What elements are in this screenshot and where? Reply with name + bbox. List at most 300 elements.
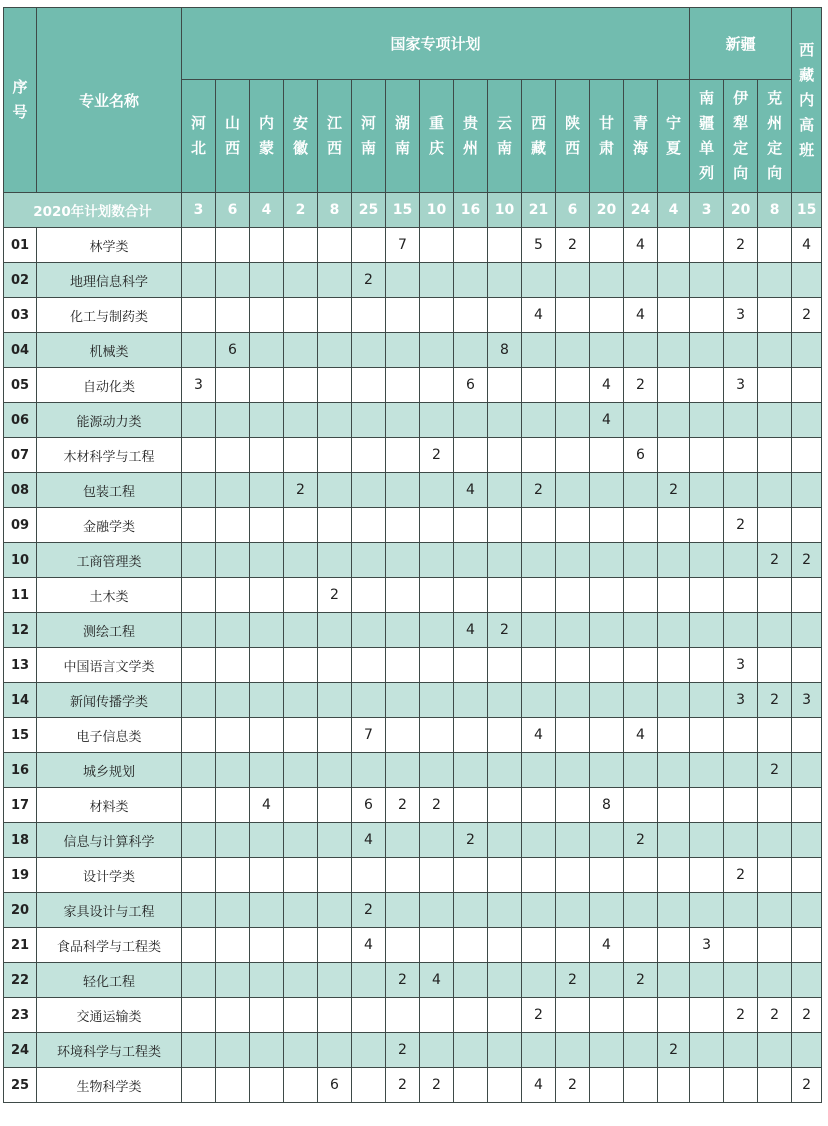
quota-cell: 3 bbox=[724, 683, 758, 718]
quota-cell bbox=[690, 718, 724, 753]
quota-cell bbox=[488, 753, 522, 788]
quota-cell bbox=[386, 473, 420, 508]
quota-cell bbox=[216, 368, 250, 403]
quota-cell bbox=[522, 1033, 556, 1068]
quota-cell bbox=[724, 1033, 758, 1068]
table-row bbox=[4, 613, 822, 648]
quota-cell bbox=[792, 403, 822, 438]
quota-cell: 7 bbox=[352, 718, 386, 753]
quota-cell bbox=[658, 1068, 690, 1103]
quota-cell bbox=[792, 613, 822, 648]
quota-cell bbox=[690, 683, 724, 718]
quota-cell bbox=[724, 823, 758, 858]
quota-cell bbox=[690, 473, 724, 508]
quota-cell bbox=[318, 543, 352, 578]
quota-cell bbox=[658, 823, 690, 858]
quota-cell bbox=[386, 648, 420, 683]
quota-cell: 4 bbox=[624, 718, 658, 753]
province-header-char: 宁 bbox=[666, 114, 682, 132]
quota-cell bbox=[758, 263, 792, 298]
row-index: 06 bbox=[4, 403, 37, 438]
quota-cell bbox=[318, 753, 352, 788]
quota-cell bbox=[182, 1033, 216, 1068]
quota-cell bbox=[658, 368, 690, 403]
quota-cell bbox=[420, 823, 454, 858]
quota-cell: 4 bbox=[454, 613, 488, 648]
quota-cell bbox=[792, 578, 822, 613]
quota-cell bbox=[556, 298, 590, 333]
table-row bbox=[4, 928, 822, 963]
quota-cell bbox=[556, 858, 590, 893]
quota-cell bbox=[556, 683, 590, 718]
quota-cell: 2 bbox=[420, 438, 454, 473]
quota-cell bbox=[250, 893, 284, 928]
total-cell: 2 bbox=[284, 193, 318, 228]
quota-cell bbox=[284, 823, 318, 858]
quota-cell bbox=[488, 263, 522, 298]
quota-cell bbox=[454, 228, 488, 263]
quota-cell bbox=[522, 403, 556, 438]
quota-cell bbox=[182, 858, 216, 893]
major-name: 包装工程 bbox=[37, 473, 182, 508]
quota-cell bbox=[556, 928, 590, 963]
quota-cell bbox=[250, 1068, 284, 1103]
quota-cell bbox=[488, 508, 522, 543]
quota-cell bbox=[488, 893, 522, 928]
quota-cell: 6 bbox=[624, 438, 658, 473]
quota-cell bbox=[758, 403, 792, 438]
quota-cell: 4 bbox=[352, 928, 386, 963]
province-header-char: 伊 bbox=[733, 89, 749, 107]
province-header-char: 藏 bbox=[530, 139, 546, 157]
province-header-char: 西 bbox=[530, 114, 546, 132]
quota-cell bbox=[658, 928, 690, 963]
major-name: 设计学类 bbox=[37, 858, 182, 893]
quota-cell bbox=[250, 578, 284, 613]
quota-cell bbox=[386, 263, 420, 298]
major-name: 中国语言文学类 bbox=[37, 648, 182, 683]
province-header-3 bbox=[284, 80, 318, 193]
quota-cell bbox=[724, 613, 758, 648]
table-row bbox=[4, 893, 822, 928]
quota-cell bbox=[758, 473, 792, 508]
quota-cell: 4 bbox=[590, 928, 624, 963]
quota-cell bbox=[724, 718, 758, 753]
quota-cell bbox=[590, 613, 624, 648]
row-index: 23 bbox=[4, 998, 37, 1033]
quota-cell bbox=[284, 718, 318, 753]
row-index: 12 bbox=[4, 613, 37, 648]
quota-cell bbox=[352, 298, 386, 333]
quota-cell: 2 bbox=[792, 543, 822, 578]
quota-cell bbox=[420, 403, 454, 438]
quota-cell bbox=[454, 263, 488, 298]
quota-cell bbox=[590, 508, 624, 543]
quota-cell bbox=[590, 473, 624, 508]
major-name: 食品科学与工程类 bbox=[37, 928, 182, 963]
quota-cell bbox=[724, 788, 758, 823]
row-index: 05 bbox=[4, 368, 37, 403]
quota-cell bbox=[624, 858, 658, 893]
quota-cell bbox=[690, 893, 724, 928]
quota-cell bbox=[556, 1033, 590, 1068]
quota-cell bbox=[624, 998, 658, 1033]
province-header-char: 夏 bbox=[666, 139, 682, 157]
tibet-header-char: 高 bbox=[799, 115, 815, 134]
quota-cell bbox=[690, 1033, 724, 1068]
total-cell: 8 bbox=[318, 193, 352, 228]
province-header-char: 海 bbox=[632, 139, 648, 157]
quota-cell bbox=[420, 228, 454, 263]
province-header-4 bbox=[318, 80, 352, 193]
quota-cell bbox=[454, 1033, 488, 1068]
quota-cell bbox=[420, 578, 454, 613]
major-name: 林学类 bbox=[37, 228, 182, 263]
quota-cell bbox=[454, 718, 488, 753]
table-row bbox=[4, 508, 822, 543]
quota-cell bbox=[182, 1068, 216, 1103]
quota-cell bbox=[318, 928, 352, 963]
table-row bbox=[4, 998, 822, 1033]
table-row bbox=[4, 438, 822, 473]
table-row bbox=[4, 753, 822, 788]
major-name: 土木类 bbox=[37, 578, 182, 613]
province-header-char: 向 bbox=[767, 164, 783, 182]
quota-cell bbox=[758, 508, 792, 543]
quota-cell bbox=[590, 858, 624, 893]
quota-cell bbox=[318, 718, 352, 753]
table-row bbox=[4, 543, 822, 578]
major-name: 木材科学与工程 bbox=[37, 438, 182, 473]
quota-cell bbox=[250, 508, 284, 543]
quota-cell bbox=[216, 508, 250, 543]
quota-cell bbox=[556, 508, 590, 543]
quota-cell bbox=[590, 753, 624, 788]
quota-cell: 6 bbox=[216, 333, 250, 368]
quota-cell bbox=[352, 1068, 386, 1103]
quota-cell bbox=[420, 893, 454, 928]
province-header-13 bbox=[624, 80, 658, 193]
major-name: 新闻传播学类 bbox=[37, 683, 182, 718]
quota-cell bbox=[792, 508, 822, 543]
index-header-char: 序 bbox=[12, 78, 28, 96]
province-header-17 bbox=[758, 80, 792, 193]
quota-cell bbox=[658, 648, 690, 683]
quota-cell bbox=[420, 263, 454, 298]
quota-cell bbox=[250, 963, 284, 998]
quota-cell: 2 bbox=[758, 753, 792, 788]
quota-cell bbox=[658, 228, 690, 263]
quota-cell: 2 bbox=[624, 368, 658, 403]
quota-cell bbox=[724, 578, 758, 613]
quota-cell bbox=[284, 613, 318, 648]
row-index: 18 bbox=[4, 823, 37, 858]
quota-cell: 4 bbox=[420, 963, 454, 998]
row-index: 08 bbox=[4, 473, 37, 508]
major-name: 交通运输类 bbox=[37, 998, 182, 1033]
quota-cell bbox=[690, 858, 724, 893]
quota-cell bbox=[590, 1033, 624, 1068]
quota-cell bbox=[522, 788, 556, 823]
quota-cell bbox=[216, 298, 250, 333]
quota-cell bbox=[690, 823, 724, 858]
quota-cell bbox=[284, 543, 318, 578]
quota-cell bbox=[420, 998, 454, 1033]
quota-cell bbox=[284, 1068, 318, 1103]
row-index: 16 bbox=[4, 753, 37, 788]
quota-cell bbox=[624, 648, 658, 683]
xinjiang-group-header: 新疆 bbox=[690, 8, 792, 80]
quota-cell bbox=[488, 1033, 522, 1068]
province-header-5 bbox=[352, 80, 386, 193]
quota-cell bbox=[556, 753, 590, 788]
province-header-char: 州 bbox=[462, 139, 478, 157]
total-cell: 3 bbox=[690, 193, 724, 228]
quota-cell: 4 bbox=[352, 823, 386, 858]
quota-cell bbox=[250, 473, 284, 508]
quota-cell bbox=[556, 543, 590, 578]
quota-cell bbox=[792, 438, 822, 473]
province-header-14 bbox=[658, 80, 690, 193]
quota-cell bbox=[352, 648, 386, 683]
quota-cell bbox=[386, 858, 420, 893]
quota-cell bbox=[182, 928, 216, 963]
major-name: 电子信息类 bbox=[37, 718, 182, 753]
quota-cell bbox=[216, 928, 250, 963]
row-index: 01 bbox=[4, 228, 37, 263]
quota-cell bbox=[352, 683, 386, 718]
province-header-char: 贵 bbox=[462, 114, 478, 132]
quota-cell bbox=[792, 648, 822, 683]
quota-cell: 4 bbox=[522, 718, 556, 753]
quota-cell bbox=[658, 508, 690, 543]
quota-cell bbox=[216, 438, 250, 473]
quota-cell bbox=[488, 683, 522, 718]
quota-cell bbox=[690, 508, 724, 543]
quota-cell: 2 bbox=[284, 473, 318, 508]
quota-cell bbox=[690, 963, 724, 998]
quota-cell: 2 bbox=[386, 963, 420, 998]
quota-cell bbox=[352, 753, 386, 788]
quota-cell: 2 bbox=[758, 998, 792, 1033]
quota-cell bbox=[556, 613, 590, 648]
quota-cell bbox=[724, 1068, 758, 1103]
table-row bbox=[4, 858, 822, 893]
quota-cell: 2 bbox=[758, 683, 792, 718]
quota-cell bbox=[488, 858, 522, 893]
province-header-char: 单 bbox=[699, 139, 715, 157]
quota-cell bbox=[216, 753, 250, 788]
quota-cell bbox=[522, 963, 556, 998]
province-header-char: 克 bbox=[767, 89, 783, 107]
major-name: 环境科学与工程类 bbox=[37, 1033, 182, 1068]
province-header-2 bbox=[250, 80, 284, 193]
total-cell: 10 bbox=[488, 193, 522, 228]
province-header-char: 定 bbox=[733, 139, 749, 157]
quota-cell bbox=[624, 333, 658, 368]
province-header-char: 西 bbox=[326, 139, 342, 157]
quota-cell bbox=[522, 893, 556, 928]
quota-cell bbox=[318, 648, 352, 683]
quota-cell bbox=[488, 648, 522, 683]
quota-cell bbox=[318, 508, 352, 543]
quota-cell bbox=[690, 368, 724, 403]
major-name: 测绘工程 bbox=[37, 613, 182, 648]
major-name: 材料类 bbox=[37, 788, 182, 823]
major-name: 机械类 bbox=[37, 333, 182, 368]
quota-cell bbox=[318, 333, 352, 368]
quota-cell bbox=[182, 998, 216, 1033]
total-cell: 25 bbox=[352, 193, 386, 228]
row-index: 22 bbox=[4, 963, 37, 998]
quota-cell bbox=[758, 718, 792, 753]
province-header-char: 犁 bbox=[733, 114, 749, 132]
quota-cell bbox=[386, 368, 420, 403]
quota-cell bbox=[182, 718, 216, 753]
quota-cell bbox=[658, 578, 690, 613]
quota-cell bbox=[724, 928, 758, 963]
province-header-char: 南 bbox=[699, 89, 715, 107]
quota-cell bbox=[690, 788, 724, 823]
quota-cell bbox=[352, 613, 386, 648]
quota-cell bbox=[420, 648, 454, 683]
row-index: 15 bbox=[4, 718, 37, 753]
quota-cell bbox=[352, 368, 386, 403]
province-header-15 bbox=[690, 80, 724, 193]
major-name: 家具设计与工程 bbox=[37, 893, 182, 928]
quota-cell bbox=[386, 333, 420, 368]
province-header-char: 州 bbox=[767, 114, 783, 132]
quota-cell bbox=[250, 683, 284, 718]
quota-cell bbox=[658, 718, 690, 753]
quota-cell bbox=[488, 718, 522, 753]
quota-cell bbox=[758, 928, 792, 963]
quota-cell: 2 bbox=[658, 473, 690, 508]
quota-cell bbox=[758, 1068, 792, 1103]
quota-cell bbox=[724, 543, 758, 578]
quota-cell bbox=[488, 438, 522, 473]
quota-cell bbox=[690, 998, 724, 1033]
quota-cell bbox=[522, 928, 556, 963]
quota-cell bbox=[590, 578, 624, 613]
quota-cell bbox=[590, 963, 624, 998]
quota-cell bbox=[216, 403, 250, 438]
quota-cell bbox=[318, 473, 352, 508]
quota-cell bbox=[352, 858, 386, 893]
table-row bbox=[4, 298, 822, 333]
row-index: 09 bbox=[4, 508, 37, 543]
row-index: 11 bbox=[4, 578, 37, 613]
quota-cell: 2 bbox=[724, 998, 758, 1033]
quota-cell bbox=[318, 368, 352, 403]
total-cell: 6 bbox=[556, 193, 590, 228]
quota-cell bbox=[216, 578, 250, 613]
quota-cell bbox=[792, 333, 822, 368]
quota-cell bbox=[556, 263, 590, 298]
quota-cell: 6 bbox=[352, 788, 386, 823]
quota-cell bbox=[216, 893, 250, 928]
quota-cell bbox=[318, 788, 352, 823]
quota-cell bbox=[420, 333, 454, 368]
quota-cell bbox=[658, 543, 690, 578]
quota-cell bbox=[792, 963, 822, 998]
table-row bbox=[4, 683, 822, 718]
quota-cell bbox=[284, 753, 318, 788]
table-row bbox=[4, 403, 822, 438]
quota-cell bbox=[386, 403, 420, 438]
quota-cell bbox=[420, 473, 454, 508]
quota-cell bbox=[454, 333, 488, 368]
quota-cell bbox=[216, 543, 250, 578]
quota-cell: 6 bbox=[454, 368, 488, 403]
quota-cell bbox=[690, 753, 724, 788]
quota-cell: 2 bbox=[488, 613, 522, 648]
quota-cell bbox=[216, 613, 250, 648]
table-row bbox=[4, 228, 822, 263]
quota-cell bbox=[386, 508, 420, 543]
quota-cell bbox=[284, 858, 318, 893]
quota-cell: 4 bbox=[590, 368, 624, 403]
quota-cell bbox=[284, 508, 318, 543]
quota-cell bbox=[488, 963, 522, 998]
province-header-char: 青 bbox=[632, 114, 648, 132]
province-header-char: 肃 bbox=[598, 139, 614, 157]
index-header-char: 号 bbox=[12, 103, 28, 121]
quota-cell bbox=[590, 823, 624, 858]
major-name: 地理信息科学 bbox=[37, 263, 182, 298]
quota-cell bbox=[488, 578, 522, 613]
quota-cell bbox=[182, 473, 216, 508]
quota-cell bbox=[454, 893, 488, 928]
quota-cell: 3 bbox=[792, 683, 822, 718]
quota-cell bbox=[690, 403, 724, 438]
province-header-12 bbox=[590, 80, 624, 193]
quota-cell bbox=[182, 438, 216, 473]
quota-cell bbox=[792, 753, 822, 788]
quota-cell: 2 bbox=[522, 473, 556, 508]
quota-cell bbox=[250, 228, 284, 263]
quota-cell bbox=[318, 1033, 352, 1068]
province-header-char: 重 bbox=[428, 114, 444, 132]
quota-cell: 2 bbox=[352, 893, 386, 928]
quota-cell: 2 bbox=[522, 998, 556, 1033]
total-cell: 4 bbox=[250, 193, 284, 228]
quota-cell: 2 bbox=[556, 1068, 590, 1103]
quota-cell: 2 bbox=[724, 228, 758, 263]
province-header-char: 安 bbox=[292, 114, 308, 132]
quota-cell bbox=[284, 648, 318, 683]
quota-cell bbox=[318, 403, 352, 438]
row-index: 21 bbox=[4, 928, 37, 963]
quota-cell bbox=[758, 578, 792, 613]
national-plan-group-header: 国家专项计划 bbox=[182, 8, 690, 80]
quota-cell: 2 bbox=[792, 1068, 822, 1103]
quota-cell bbox=[454, 858, 488, 893]
quota-cell bbox=[250, 368, 284, 403]
quota-cell bbox=[624, 788, 658, 823]
quota-cell bbox=[250, 928, 284, 963]
quota-cell bbox=[556, 473, 590, 508]
quota-cell bbox=[624, 928, 658, 963]
quota-cell bbox=[250, 1033, 284, 1068]
quota-cell: 3 bbox=[724, 298, 758, 333]
quota-cell: 6 bbox=[318, 1068, 352, 1103]
quota-cell bbox=[758, 963, 792, 998]
quota-cell bbox=[758, 368, 792, 403]
quota-cell bbox=[522, 263, 556, 298]
quota-cell bbox=[556, 718, 590, 753]
quota-cell: 2 bbox=[420, 1068, 454, 1103]
